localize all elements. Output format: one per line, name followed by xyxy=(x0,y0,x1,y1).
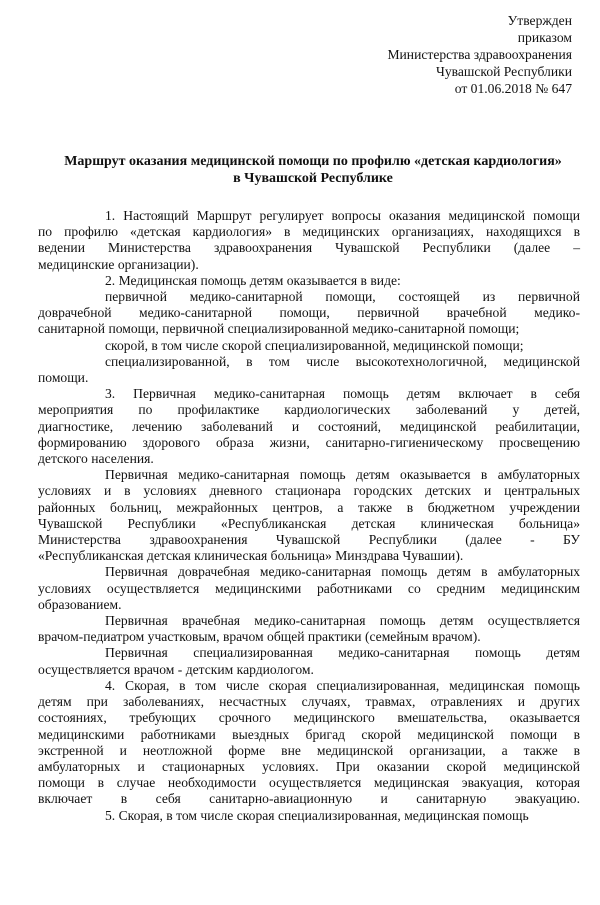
paragraph-line: Чувашской Республики «Республиканская детская клиническая больница» xyxy=(38,515,580,531)
document-body xyxy=(38,208,580,824)
paragraph-line: амбулаторных и стационарных условиях. При оказании скорой медицинской xyxy=(38,758,580,774)
paragraph-line: образованием. xyxy=(38,596,122,612)
paragraph-line: включает в себя санитарно-авиационную и санитарную эвакуацию. xyxy=(38,791,580,807)
paragraph-line: помощи в случае необходимости осуществляется медицинская эвакуация, которая xyxy=(38,775,580,791)
paragraph-line: детского населения. xyxy=(38,451,154,467)
paragraph-line: Первичная специализированная медико-санитарная помощь детям xyxy=(105,645,580,661)
paragraph-line: санитарной помощи, первичной специализированной медико-санитарной помощи; xyxy=(38,321,520,337)
paragraph-line: 1. Настоящий Маршрут регулирует вопросы оказания медицинской помощи xyxy=(105,208,580,223)
paragraph-line: состояниях, требующих срочного медицинского вмешательства, оказывается xyxy=(38,710,580,726)
paragraph-line: 3. Первичная медико-санитарная помощь детям включает в себя xyxy=(105,386,580,402)
paragraph-line: 2. Медицинская помощь детям оказывается в виде: xyxy=(105,272,401,288)
approval-block xyxy=(312,12,572,97)
paragraph-line: скорой, в том числе скорой специализированной, медицинской помощи; xyxy=(105,337,524,353)
paragraph-line: «Республиканская детская клиническая больница» Минздрава Чувашии). xyxy=(38,548,464,564)
paragraph-line: доврачебной медико-санитарной помощи, первичной врачебной медико- xyxy=(38,305,580,321)
paragraph-line: мероприятия по профилактике кардиологических заболеваний у детей, xyxy=(38,402,580,418)
paragraph-line: районных больниц, межрайонных центров, а также в бюджетном учреждении xyxy=(38,499,580,515)
paragraph-line: 5. Скорая, в том числе скорая специализированная, медицинская помощь xyxy=(105,807,529,823)
paragraph-line: формированию здорового образа жизни, санитарно-гигиеническому просвещению xyxy=(38,434,580,450)
title-line: в Чувашской Республике xyxy=(233,171,393,186)
paragraph-line: Первичная доврачебная медико-санитарная помощь детям в амбулаторных xyxy=(105,564,580,580)
approval-line: Утвержден xyxy=(507,13,572,28)
paragraph-line: по профилю «детская кардиология» в медицинских организациях, находящихся в xyxy=(38,224,580,240)
approval-line: от 01.06.2018 № 647 xyxy=(454,81,572,96)
approval-line: Министерства здравоохранения xyxy=(387,47,572,62)
paragraph-line: 4. Скорая, в том числе скорая специализированная, медицинская помощь xyxy=(105,677,580,693)
paragraph-line: условиях и в условиях дневного стационара городских детских и центральных xyxy=(38,483,580,499)
paragraph-line: осуществляется врачом - детским кардиологом. xyxy=(38,661,314,677)
title-line: Маршрут оказания медицинской помощи по профилю «детская кардиология» xyxy=(64,154,562,169)
paragraph-line: диагностике, лечению заболеваний и состояний, медицинской реабилитации, xyxy=(38,418,580,434)
paragraph-line: помощи. xyxy=(38,370,89,386)
paragraph-line: ведении Министерства здравоохранения Чувашской Республики (далее – xyxy=(38,240,580,256)
paragraph-line: врачом-педиатром участковым, врачом общей практики (семейным врачом). xyxy=(38,629,481,645)
paragraph-line: экстренной и неотложной форме вне медицинской организации, а также в xyxy=(38,742,580,758)
paragraph-line: условиях осуществляется медицинскими работниками со средним медицинским xyxy=(38,580,580,596)
approval-line: Чувашской Республики xyxy=(436,64,572,79)
paragraph-line: Министерства здравоохранения Чувашской Республики (далее - БУ xyxy=(38,532,580,548)
paragraph-line: Первичная медико-санитарная помощь детям оказывается в амбулаторных xyxy=(105,467,580,483)
paragraph-line: детям при заболеваниях, несчастных случаях, травмах, отравлениях и других xyxy=(38,694,580,710)
paragraph-line: первичной медико-санитарной помощи, состоящей из первичной xyxy=(105,289,580,305)
document-title xyxy=(40,153,586,187)
paragraph-line: специализированной, в том числе высокотехнологичной, медицинской xyxy=(105,353,580,369)
paragraph-line: медицинскими работниками выездных бригад скорой медицинской помощи в xyxy=(38,726,580,742)
paragraph-line: Первичная врачебная медико-санитарная помощь детям осуществляется xyxy=(105,613,580,629)
paragraph-line: медицинские организации). xyxy=(38,256,199,272)
approval-line: приказом xyxy=(517,30,572,45)
